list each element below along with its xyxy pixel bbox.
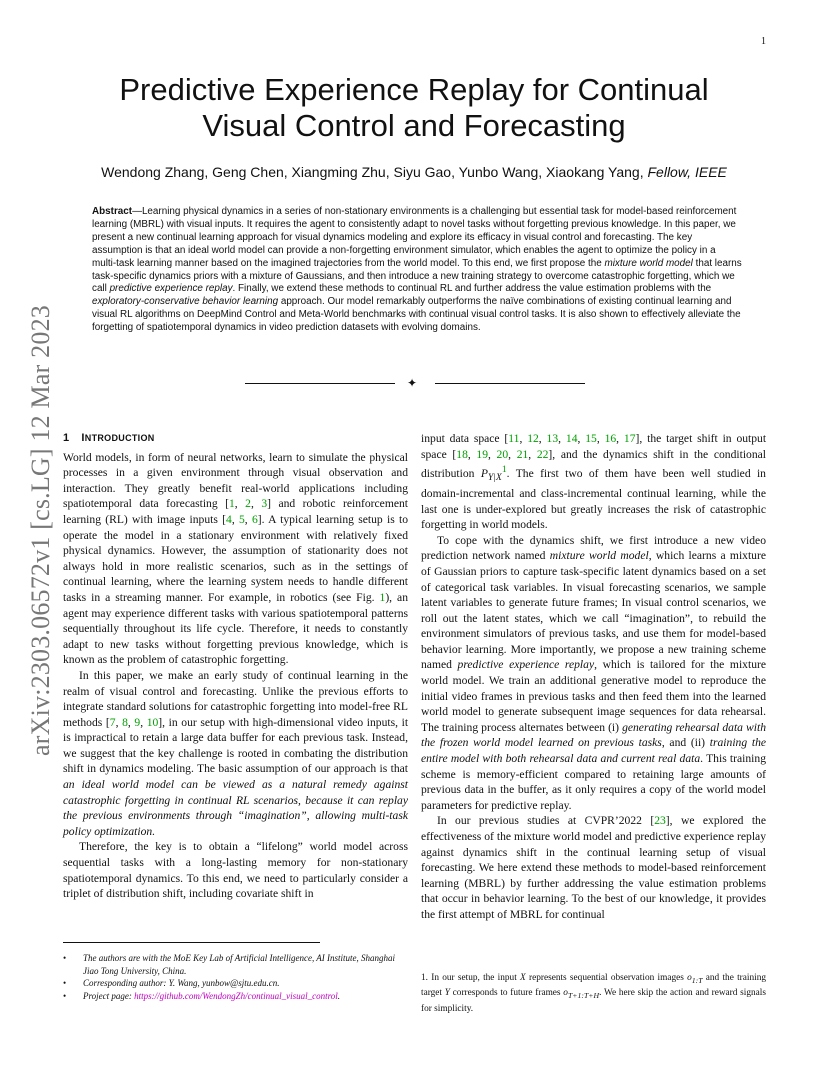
footnote-rule bbox=[63, 942, 320, 943]
abstract-part1: —Learning physical dynamics in a series of non-stationary environments is a challenging but essential task for model-based reinforcement learning (MBRL) with visual inputs. It requires the agent to consistently adapt to novel tasks without forgetting previous knowledge. In this paper, we present a new continual learning approach for visual dynamics modeling and explore its efficacy in visual control and forecasting. The key assumption is that an ideal world model can provide a non-forgetting environment simulator, which enables the agent to optimize the policy in a multi-task learning manner based on the imagined trajectories from the world model. To this end, we first propose the bbox=[92, 206, 737, 269]
text-run: input data space [ bbox=[421, 432, 509, 445]
text-run: 1. In our setup, the input bbox=[421, 973, 521, 983]
footnote-1 bbox=[421, 972, 766, 1016]
citation-link[interactable]: 7 bbox=[109, 715, 116, 729]
author-list bbox=[64, 164, 764, 180]
citation-link[interactable]: 4 bbox=[226, 512, 232, 526]
citation-link[interactable]: 1 bbox=[229, 497, 235, 511]
emphasis-run: predictive experience replay bbox=[457, 658, 595, 672]
bullet-icon: • bbox=[63, 990, 67, 1001]
text-run: In this paper, we make an early study of continual learning in the realm of visual control and forecasting. Unlike the previous efforts to integrate standard solutions for catastrophic forgetting into model-free RL methods [ bbox=[63, 668, 408, 729]
right-paragraph-1: input data space [11, 12, 13, 14, 15, 16, 17], the target shift in output space [18, 19, 20, 21, 22], and the dynamics shift in the conditional distribution $P_{Y|X}^1$. The first two of them have been well studied in domain-incremental and class-incremental continual learning, while the last one is under-explored but greatly increases the risk of catastrophic forgetting in world models. bbox=[421, 432, 767, 532]
math-p: P bbox=[480, 467, 488, 481]
citation-link[interactable]: 11 bbox=[508, 432, 520, 445]
abstract-em1: mixture world model bbox=[604, 257, 693, 269]
authors-suffix: Fellow, IEEE bbox=[647, 164, 727, 180]
text-run: , which learns a mixture of Gaussian priors to capture task-specific latent dynamics based on a set of categorical task variables. In visual forecasting scenarios, we sample latent variables to generate future frames; In visual control scenarios, we roll out the latent states, which we call “imagination”, to rebuild the environment simulators of previous tasks, and use them for model-based behavior learning. More importantly, we propose a new training scheme named bbox=[421, 549, 766, 672]
intro-paragraph-2: In this paper, we make an early study of continual learning in the realm of visual control and forecasting. Unlike the previous efforts to integrate standard solutions for catastrophic forgetting into model-free RL methods [7, 8, 9, 10], in our setup with high-dimensional video inputs, it is impractical to retain a large data buffer for each previous task. Instead, we suggest that the key challenge is rooted in combating the distribution shift in dynamics modeling. The basic assumption of our approach is that an ideal world model can be viewed as a natural remedy against catastrophic forgetting in continual RL scenarios, because it can replay the previous environments through “imagination”, allowing multi-task policy optimization. bbox=[63, 668, 409, 838]
footnote-affiliation bbox=[63, 952, 408, 977]
text-run: In our previous studies at CVPR’2022 [ bbox=[437, 814, 655, 828]
text-run: ], and the dynamics shift in the conditional distribution bbox=[421, 447, 767, 481]
text-run: . This training scheme is memory-efficient compared to retaining large amounts of previous data in the buffer, as it only requires a copy of the world model parameters for predictive replay. bbox=[421, 752, 766, 812]
citation-link[interactable]: 13 bbox=[546, 432, 559, 445]
math-y: Y bbox=[444, 988, 450, 999]
text-run: , and (ii) bbox=[661, 736, 710, 750]
citation-link[interactable]: 10 bbox=[146, 715, 159, 729]
right-paragraph-3 bbox=[421, 813, 766, 922]
text-run: ], the target shift in output space [ bbox=[421, 432, 767, 461]
citation-link[interactable]: 2 bbox=[245, 497, 251, 511]
citation-link[interactable]: 23 bbox=[654, 814, 666, 828]
text-run: ], in our setup with high-dimensional video inputs, it is impractical to retain a large data buffer for each previous task. Instead, we suggest that the key challenge is rooted in combating the distribution shift in dynamics modeling. The basic assumption of our approach is that bbox=[63, 715, 409, 776]
abstract-em3: exploratory-conservative behavior learning bbox=[92, 296, 279, 308]
emphasis-run: mixture world model bbox=[549, 549, 649, 563]
text-run: ]. A typical learning setup is to operate the model in a stationary environment with relatively fixed physical dynamics. However, the assumption of stationarity does not always hold in more realistic scenarios, such as in the settings of continual learning, where the learning system needs to handle different tasks in a streaming manner. For example, in robotics (see Fig. bbox=[63, 512, 408, 604]
abstract-part4: approach. Our model remarkably outperforms the naïve combinations of existing continual learning and visual RL algorithms on DeepMind Control and Meta-World benchmarks with continual visual control tasks. It is also shown to effectively alleviate the forgetting of spatiotemporal dynamics in video prediction datasets with evolving domains. bbox=[92, 296, 741, 334]
citation-link[interactable]: 16 bbox=[604, 432, 617, 445]
text-run: ] and robotic reinforcement learning (RL) with image inputs [ bbox=[63, 497, 409, 526]
citation-link[interactable]: 12 bbox=[527, 432, 539, 445]
emphasis-run: training the entire model with both rehearsal data and current real data bbox=[421, 736, 767, 766]
emphasis-run: an ideal world model can be viewed as a natural remedy against catastrophic forgetting in continual RL scenarios, because it can replay the previous environments through “imagination”, allowing multi-task policy optimization. bbox=[63, 778, 408, 838]
divider-line-right bbox=[435, 383, 585, 384]
section-divider bbox=[245, 378, 585, 390]
citation-link[interactable]: 9 bbox=[134, 715, 141, 729]
footnote-text: The authors are with the MoE Key Lab of Artificial Intelligence, AI Institute, Shanghai Jiao Tong University, China. bbox=[83, 953, 396, 976]
citation-link[interactable]: 20 bbox=[496, 447, 509, 461]
title-line-2: Visual Control and Forecasting bbox=[202, 108, 626, 143]
divider-ornament-icon: ✦ bbox=[407, 376, 418, 390]
authors-names: Wendong Zhang, Geng Chen, Xiangming Zhu, Siyu Gao, Yunbo Wang, Xiaokang Yang, bbox=[101, 164, 644, 180]
figure-link[interactable]: 1 bbox=[379, 590, 386, 604]
section-number: 1 bbox=[63, 432, 70, 444]
math-sub: 1:T bbox=[691, 975, 703, 985]
abstract-part2: that learns task-specific dynamics priors with a mixture of Gaussians, and then introduce a new training strategy to overcome catastrophic forgetting, which we call bbox=[92, 257, 742, 295]
bullet-icon: • bbox=[63, 978, 67, 988]
section-heading bbox=[63, 431, 408, 447]
text-run: . We here skip the action and reward signals for simplicity. bbox=[421, 988, 766, 1014]
text-run: represents sequential observation images bbox=[525, 973, 688, 983]
text-run: , which is tailored for the mixture world model. We train an additional generative model to reproduce the initial video frames in previous tasks and then feed them into the learned world model to generate subsequent image sequences for data rehearsal. The training process alternates between (i) bbox=[421, 658, 766, 734]
citation-link[interactable]: 5 bbox=[239, 512, 245, 526]
math-x: X bbox=[520, 973, 526, 983]
right-column bbox=[421, 431, 766, 923]
left-column bbox=[63, 431, 408, 902]
arxiv-stamp-text: arXiv:2303.06572v1 [cs.LG] 12 Mar 2023 bbox=[26, 305, 55, 756]
text-run: ), an agent may experience different tasks with various spatiotemporal patterns sequentially throughout its life cycle. Therefore, it needs to constantly adapt to new tasks without forgetting previous knowledge, which is known as the problem of catastrophic forgetting. bbox=[63, 590, 408, 667]
citation-link[interactable]: 21 bbox=[516, 447, 529, 461]
footnote-project-page bbox=[63, 990, 408, 1003]
section-title-rest: NTRODUCTION bbox=[84, 433, 155, 443]
citation-link[interactable]: 8 bbox=[122, 715, 128, 729]
citation-link[interactable]: 6 bbox=[251, 512, 258, 526]
title-line-1: Predictive Experience Replay for Continual bbox=[119, 72, 709, 107]
divider-line-left bbox=[245, 383, 395, 384]
arxiv-stamp[interactable] bbox=[25, 286, 57, 756]
footnote-mark[interactable]: 1 bbox=[501, 464, 507, 476]
citation-link[interactable]: 18 bbox=[456, 447, 468, 461]
abstract-em2: predictive experience replay bbox=[109, 283, 233, 295]
text-run: World models, in form of neural networks, learn to simulate the physical processes in a given environment through visual observation and interaction. They greatly benefit real-world applications including spatiotemporal data forecasting [ bbox=[63, 450, 408, 511]
bullet-icon: • bbox=[63, 953, 67, 963]
footnote-text: . bbox=[337, 990, 340, 1001]
abstract-label: Abstract bbox=[92, 206, 133, 217]
text-run: . The first two of them have been well studied in domain-incremental and class-incremental continual learning, while the last one is under-explored but greatly increases the risk of catastrophic forgetting in world models. bbox=[421, 467, 766, 532]
citation-link[interactable]: 19 bbox=[476, 447, 488, 461]
abstract bbox=[92, 206, 742, 335]
text-run: ], we explored the effectiveness of the mixture world model and predictive experience replay against dynamics shift in the continual learning setup of visual forecasting. We here extend these methods to model-based reinforcement learning (MBRL) by further addressing the value estimation problems that occur in behavior learning. To the best of our knowledge, it provides the first attempt of MBRL for continual bbox=[421, 814, 766, 921]
footnote-corresponding bbox=[63, 977, 408, 990]
text-run: and the training target bbox=[421, 973, 766, 999]
affiliation-footnotes bbox=[63, 952, 408, 1002]
math-sub: T+1:T+H bbox=[567, 991, 600, 1001]
citation-link[interactable]: 14 bbox=[565, 432, 578, 445]
right-paragraph-2 bbox=[421, 533, 766, 814]
citation-link[interactable]: 17 bbox=[623, 432, 636, 445]
intro-paragraph-1: World models, in form of neural networks, learn to simulate the physical processes in a given environment through visual observation and interaction. They greatly benefit real-world applications including spatiotemporal data forecasting [1, 2, 3] and robotic reinforcement learning (RL) with image inputs [4, 5, 6]. A typical learning setup is to operate the model in a stationary environment with relatively fixed physical dynamics. However, the assumption of stationarity does not always hold in more realistic scenarios, such as in the settings of continual learning, where the learning system needs to handle different tasks in a streaming manner. For example, in robotics (see Fig. 1), an agent may experience different tasks with various spatiotemporal patterns sequentially throughout its life cycle. Therefore, it needs to constantly adapt to new tasks without forgetting previous knowledge, which is known as the problem of catastrophic forgetting. bbox=[63, 450, 409, 667]
text-run: To cope with the dynamics shift, we first introduce a new video prediction network named bbox=[421, 533, 766, 563]
footnote-text: Corresponding author: Y. Wang, yunbow@sjtu.edu.cn. bbox=[83, 978, 280, 988]
intro-paragraph-3: Therefore, the key is to obtain a “lifelong” world model across sequential tasks with a long-lasting memory for non-stationary spatiotemporal dynamics. To this end, we need to particularly consider a triplet of distribution shift, including covariate shift in bbox=[63, 840, 408, 901]
emphasis-run: generating rehearsal data with the frozen world model learned on previous tasks bbox=[421, 720, 766, 750]
project-page-link[interactable]: https://github.com/WendongZh/continual_visual_control bbox=[134, 990, 338, 1001]
paper-title bbox=[64, 72, 764, 144]
citation-link[interactable]: 15 bbox=[585, 432, 597, 445]
section-title-first: I bbox=[81, 432, 85, 444]
citation-link[interactable]: 3 bbox=[261, 497, 268, 511]
footnote-text: Project page: bbox=[83, 990, 135, 1001]
citation-link[interactable]: 22 bbox=[536, 447, 549, 461]
page-number: 1 bbox=[761, 36, 766, 47]
abstract-part3: . Finally, we extend these methods to continual RL and further address the value estimation problems with the bbox=[232, 283, 712, 295]
math-o: o bbox=[687, 973, 692, 983]
math-p-sub: Y|X bbox=[487, 472, 502, 484]
text-run: corresponds to future frames bbox=[449, 988, 564, 999]
math-o: o bbox=[563, 988, 568, 999]
